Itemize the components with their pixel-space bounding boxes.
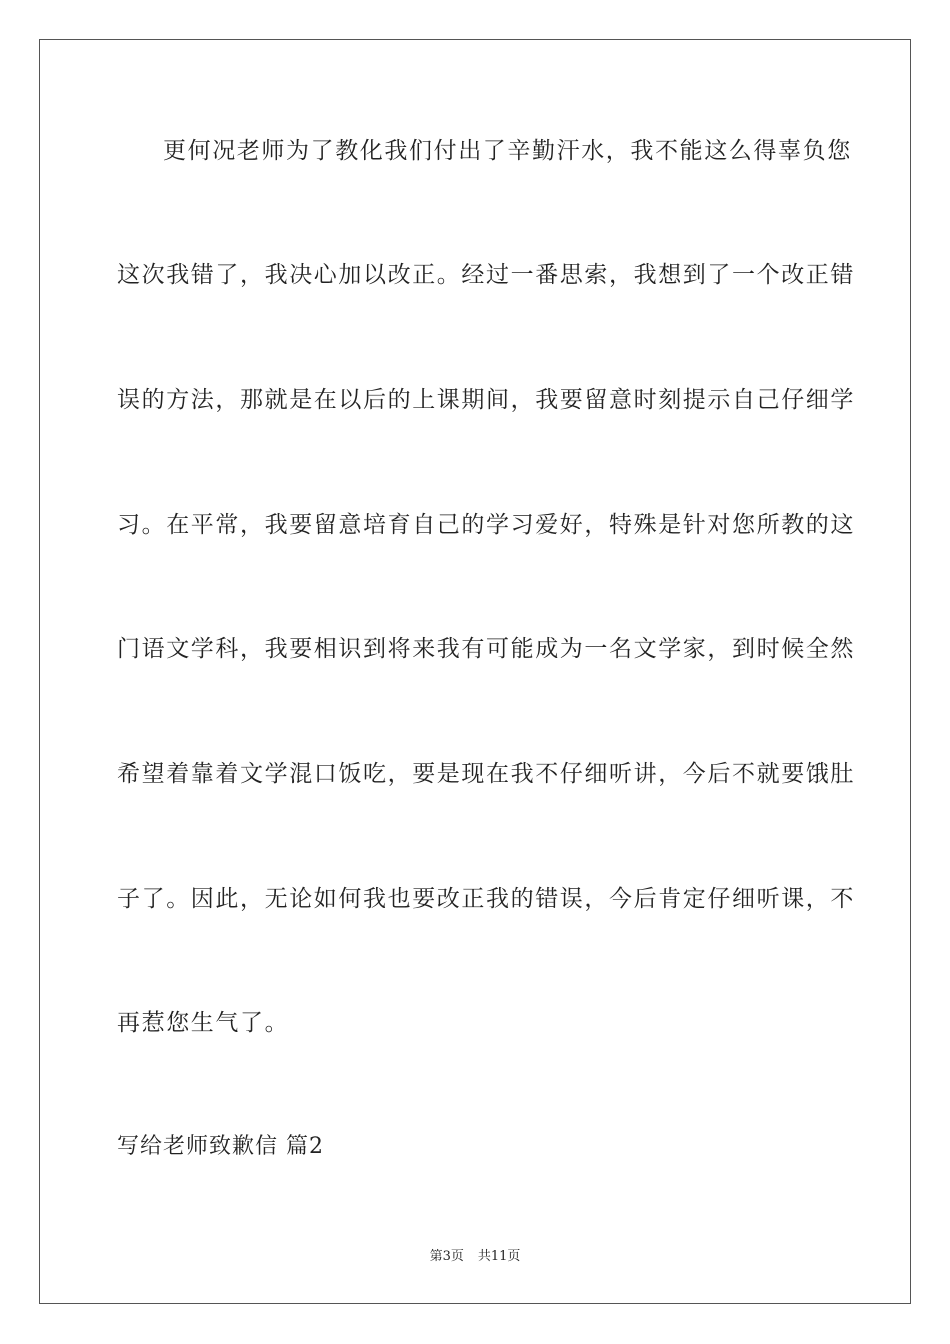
paragraph-line-7: 子了。因此，无论如何我也要改正我的错误，今后肯定仔细听课，不: [117, 886, 855, 912]
paragraph-line-2: 这次我错了，我决心加以改正。经过一番思索，我想到了一个改正错: [117, 262, 855, 288]
paragraph-line-1: 更何况老师为了教化我们付出了辛勤汗水，我不能这么得辜负您: [163, 138, 852, 164]
paragraph-line-3: 误的方法，那就是在以后的上课期间，我要留意时刻提示自己仔细学: [117, 387, 855, 413]
page-footer: [0, 1248, 950, 1266]
page-frame: [39, 39, 911, 1304]
paragraph-line-8: 再惹您生气了。: [117, 1010, 290, 1036]
paragraph-line-6: 希望着靠着文学混口饭吃，要是现在我不仔细听讲，今后不就要饿肚: [117, 761, 855, 787]
page-total: 共11页: [477, 1249, 521, 1264]
page-number: 第3页: [429, 1249, 464, 1264]
paragraph-line-4: 习。在平常，我要留意培育自己的学习爱好，特殊是针对您所教的这: [117, 512, 855, 538]
section-heading: 写给老师致歉信 篇2: [117, 1134, 324, 1159]
paragraph-line-5: 门语文学科，我要相识到将来我有可能成为一名文学家，到时候全然: [117, 636, 855, 662]
